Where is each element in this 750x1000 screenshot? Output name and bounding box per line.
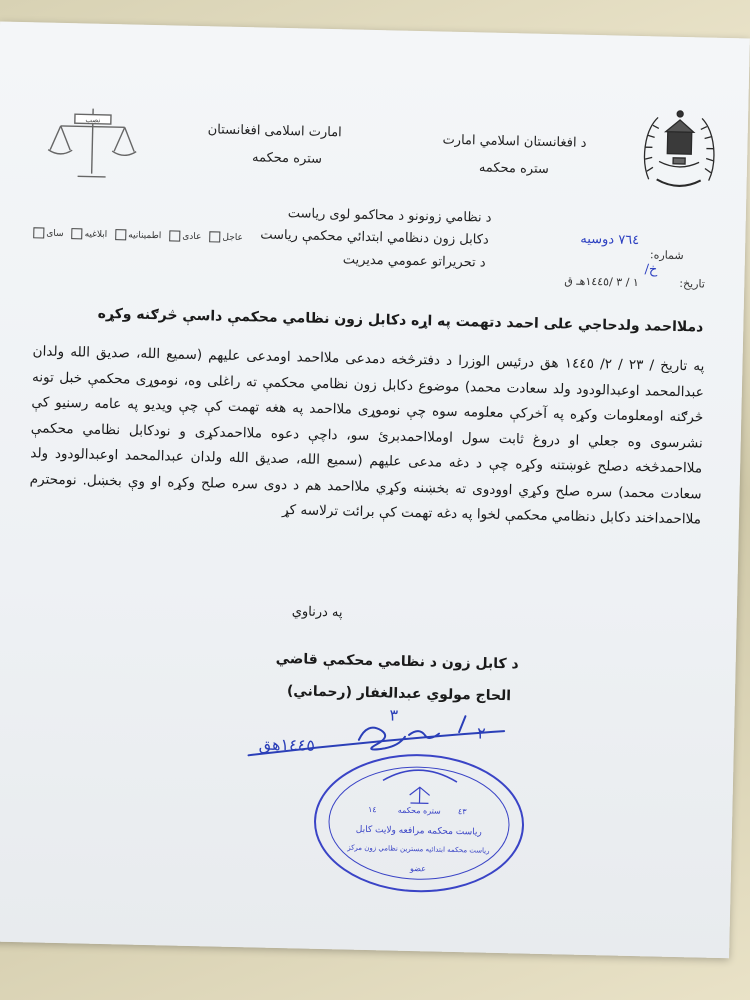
checkbox-notification[interactable]: ابلاغیه: [72, 228, 108, 240]
letter-subject: دملااحمد ولدحاجي علی احمد دتهمت په اړه دکابل زون نظامي محکمې داسې څرګنه وکړه: [97, 305, 704, 336]
reference-date-value: ١ / ٣ /١٤٤٥هـ ق: [564, 274, 639, 290]
svg-text:١٤: ١٤: [367, 805, 377, 815]
header-center-line2: دکابل زون دنظامي ابتدائي محکمې ریاست: [260, 227, 489, 248]
signature-hand-date: ١٤٤٥هق: [258, 734, 316, 755]
closing-salutation: په درناوي: [291, 604, 343, 621]
checkbox-urgent[interactable]: عاجل: [209, 231, 243, 243]
svg-text:ریاست محکمه ابتدائیه مسترین نظ: ریاست محکمه ابتدائیه مسترین نظامي زون مرکز: [347, 843, 490, 855]
document-page: [0, 21, 750, 958]
header-center-line3: د تحریراتو عمومي مدیریت: [342, 252, 486, 271]
reference-date-label: تاریخ:: [679, 276, 706, 291]
scales-of-justice-icon: [41, 97, 143, 189]
checkbox-confidential[interactable]: اطمینانیه: [115, 229, 161, 241]
header-left-line2: ستره محکمه: [251, 150, 323, 167]
checkbox-other[interactable]: سای: [33, 227, 64, 239]
header-right-line2: ستره محکمه: [478, 160, 550, 177]
reference-number-label: شماره:: [649, 248, 684, 263]
svg-text:عضو: عضو: [409, 864, 427, 874]
svg-text:نصب: نصب: [85, 115, 101, 125]
judge-name: الحاج مولوي عبدالغفار (رحماني): [286, 683, 512, 705]
svg-text:ستره محکمه: ستره محکمه: [397, 805, 441, 816]
signature-number-right: ٢: [476, 723, 486, 743]
judge-title: د کابل زون د نظامي محکمې قاضي: [275, 650, 519, 673]
checkbox-normal[interactable]: عادی: [169, 230, 201, 242]
svg-text:ریاست محکمه مرافعه ولایت کابل: ریاست محکمه مرافعه ولایت کابل: [355, 824, 482, 838]
reference-number-value: ٧٦٤ دوسیه: [580, 231, 640, 249]
header-left-line1: امارت اسلامی افغانستان: [207, 122, 342, 141]
signature-number-top: ٣: [389, 705, 399, 725]
letter-body: په تاریخ / ٢٣ / ٢/ ١٤٤٥ هق درئیس الوزرا د دفترڅخه دمدعی ملااحمد اومدعی علیهم (سمیع الله، صدیق الله ولدان عبدالمحمد اوعبدالودود ولد سعادت محمد) موضوع دکابل زون نظامي محکمې ته راغلی وه، نوموړی محکمې خبل تونه څرګنه اومعلومات وکړه په آخرکې معلومه سوه چې نوموړی ملااحمد په هغه تهمت کې چې ویدیو په عامه رسنیو کې نشرسوی وه جعلي او دروغ ثابت سول اوملااحمدبرئ سو، داچې دعوه ملااحمدکړی و نودکابل نظامي محکمې ملااحمدڅخه دصلح غوښتنه وکړه چې د دغه مدعی علیهم (سمیع الله، صدیق الله ولدان عبدالمحمد اوعبدالودود ولد سعادت محمد) سره صلح وکړي اوودوی ته بخښنه وکړي ملااحمد هم د دوی سره صلح وکړه او وې بخښل. نومحترم ملااحمداخند دکابل دنظامي محکمې لخوا په دغه تهمت کې برائت ترلاسه کړ: [29, 343, 705, 528]
header-center-line1: د نظامي زونونو د محاکمو لوی ریاست: [287, 206, 492, 226]
classification-checkbox-row: [33, 227, 243, 243]
svg-text:٤٣: ٤٣: [457, 807, 467, 817]
header-right-line1: د افغانستان اسلامي امارت: [442, 132, 587, 151]
reference-number-sub: خ/: [644, 262, 658, 278]
emirate-emblem-icon: [636, 101, 722, 195]
court-stamp: [310, 749, 528, 899]
